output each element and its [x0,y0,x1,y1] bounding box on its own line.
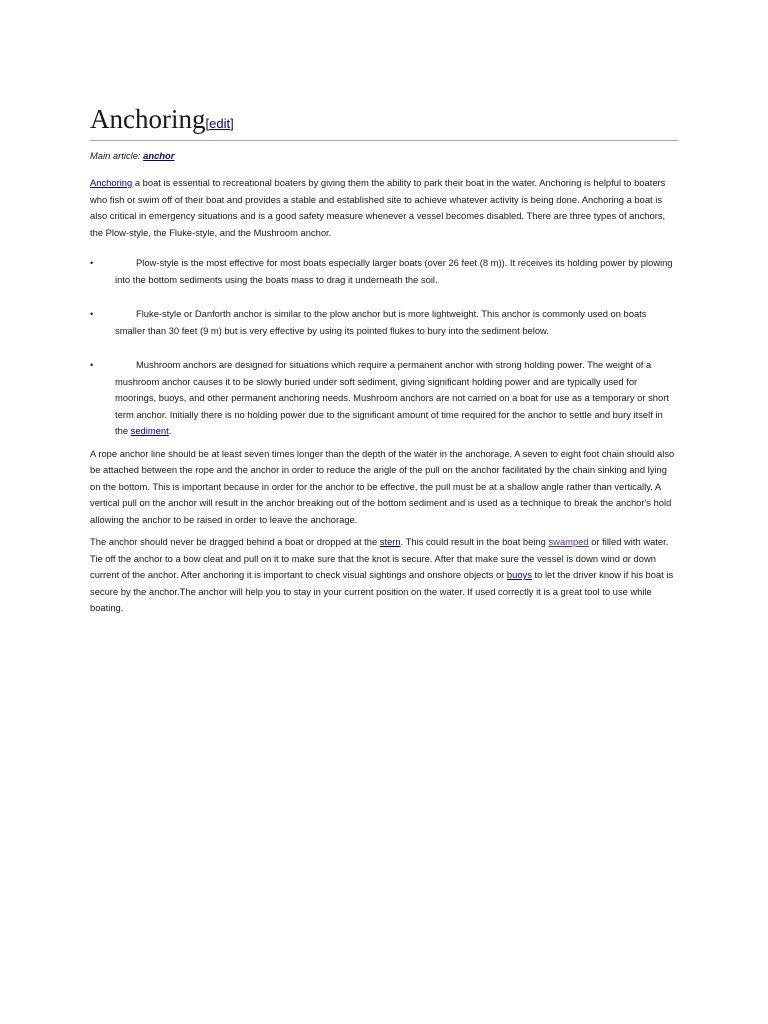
swamped-link[interactable]: swamped [548,536,589,547]
section-title: Anchoring [90,104,206,134]
main-article-link[interactable]: anchor [143,150,175,161]
list-item-mushroom: • Mushroom anchors are designed for situations which require a permanent anchor with strong holding power. The weight of a mushroom anchor causes it to be slowly buried under soft sediment, giving significant holding power and are typically used for moorings, buoys, and other permanent anchoring needs. Mushroom anchors are not carried on a boat for use as a temporary or short term anchor. Initially there is no holding power due to the significant amount of time required for the anchor to settle and bury itself in the sediment. [90,359,669,436]
anchor-types-list [90,255,678,440]
list-item-plow: • Plow-style is the most effective for most boats especially larger boats (over 26 feet (8 m)). It receives its holding power by plowing into the bottom sediments using the boats mass to drag it underneath the soil. [90,257,673,285]
anchor-usage-paragraph: The anchor should never be dragged behind a boat or dropped at the stern. This could result in the boat being swamped or filled with water. Tie off the anchor to a bow cleat and pull on it to make sure that the knot is secure. After that make sure the vessel is down wind or down current of the anchor. After anchoring it is important to check visual sightings and onshore objects or buoys to let the driver know if his boat is secure by the anchor.The anchor will help you to stay in your current position on the water. If used correctly it is a great tool to use while boating. [90,536,674,613]
edit-link[interactable]: edit [209,116,231,131]
section-heading [90,104,678,141]
bullet-icon: • [90,258,94,268]
sediment-link[interactable]: sediment [130,425,169,436]
rope-paragraph: A rope anchor line should be at least seven times longer than the depth of the water in the anchorage. A seven to eight foot chain should also be attached between the rope and the anchor in order to reduce the angle of the pull on the anchor facilitated by the chain sinking and lying on the bottom. This is important because in order for the anchor to be effective, the pull must be at a shallow angle rather than vertically. A vertical pull on the anchor will result in the anchor breaking out of the bottom sediment and is used as a technique to break the anchor's hold allowing the anchor to be raised in order to leave the anchorage. [90,447,675,525]
main-article-hatnote: Main article: anchor [90,150,175,161]
article-content [90,104,678,617]
list-item-fluke: • Fluke-style or Danforth anchor is similar to the plow anchor but is more lightweight. This anchor is commonly used on boats smaller than 30 feet (9 m) but is very effective by using its pointed flukes to bury into the sediment below. [90,308,647,336]
anchoring-link[interactable]: Anchoring [90,177,133,188]
bullet-icon: • [90,360,94,370]
intro-paragraph: Anchoring a boat is essential to recreational boaters by giving them the ability to park their boat in the water. Anchoring is helpful to boaters who fish or swim off of their boat and provides a stable and established site to achieve whatever activity is being done. Anchoring a boat is also critical in emergency situations and is a good safety measure whenever a vessel becomes disabled. There are three types of anchors, the Plow-style, the Fluke-style, and the Mushroom anchor. [90,177,666,238]
stern-link[interactable]: stern [379,536,401,547]
buoys-link[interactable]: buoys [506,569,532,580]
edit-section: [edit] [205,116,234,131]
bullet-icon: • [90,309,94,319]
